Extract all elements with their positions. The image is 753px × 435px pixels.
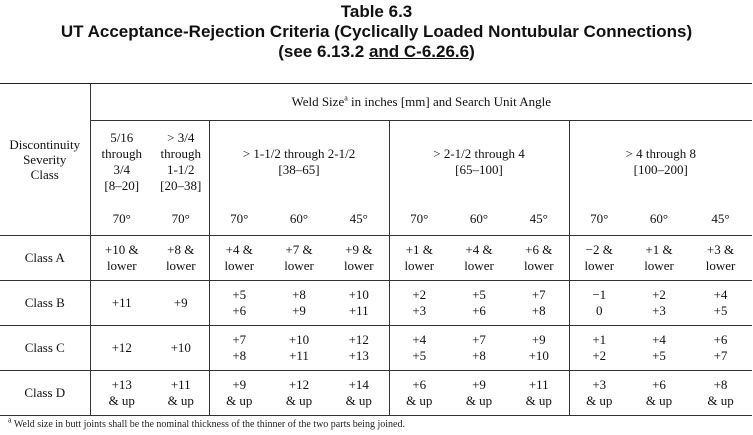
criteria-cell	[629, 236, 689, 281]
angle-header: 70°	[389, 204, 449, 236]
criteria-value: & up	[525, 393, 552, 408]
criteria-value: +7	[472, 332, 486, 347]
criteria-value: lower	[224, 258, 255, 273]
table-row	[0, 281, 752, 326]
criteria-cell	[569, 236, 629, 281]
criteria-value: & up	[406, 393, 433, 408]
criteria-value: lower	[464, 258, 494, 273]
criteria-value: +4	[652, 332, 666, 347]
criteria-value: +4	[713, 287, 728, 302]
angle-header: 70°	[569, 204, 629, 236]
criteria-value: lower	[284, 258, 314, 273]
reference-link[interactable]: and C-6.26.6	[368, 42, 470, 61]
size-group-1: 5/16 through 3/4 [8–20]	[90, 121, 153, 204]
criteria-cell	[389, 281, 449, 326]
criteria-value: +6	[652, 377, 666, 392]
criteria-value: +12	[348, 332, 369, 347]
criteria-value: −1	[592, 287, 607, 302]
reference-prefix: (see 6.13.2	[278, 42, 369, 61]
criteria-value: & up	[226, 393, 253, 408]
criteria-value: +12	[288, 377, 310, 392]
size-group-5: > 4 through 8 [100–200]	[569, 121, 752, 204]
angle-header: 60°	[629, 204, 689, 236]
criteria-cell	[269, 281, 329, 326]
size-group-3: > 1-1/2 through 2-1/2 [38–65]	[209, 121, 389, 204]
criteria-value: 0	[596, 303, 603, 318]
table-number: Table 6.3	[340, 2, 413, 21]
severity-class-header: Discontinuity Severity Class	[0, 84, 90, 236]
criteria-value: lower	[644, 258, 674, 273]
criteria-value: & up	[167, 393, 194, 408]
criteria-value: +7 &	[285, 242, 313, 257]
criteria-cell	[209, 326, 269, 371]
criteria-cell	[569, 326, 629, 371]
criteria-value: +5	[652, 348, 666, 363]
criteria-value: +8	[713, 377, 728, 392]
criteria-value: +2	[592, 348, 607, 363]
criteria-cell	[449, 371, 509, 416]
angle-header: 60°	[269, 204, 329, 236]
criteria-cell	[153, 371, 209, 416]
table-title: UT Acceptance-Rejection Criteria (Cyclically Loaded Nontubular Connections)	[60, 22, 693, 41]
table-row	[0, 371, 752, 416]
criteria-value: lower	[523, 258, 554, 273]
criteria-value: +3 &	[706, 242, 735, 257]
criteria-value: +13	[348, 348, 369, 363]
criteria-value: +7	[531, 287, 546, 302]
criteria-value: +9	[531, 332, 546, 347]
criteria-cell	[629, 371, 689, 416]
criteria-cell	[569, 371, 629, 416]
criteria-value: +8	[531, 303, 546, 318]
criteria-value: lower	[584, 258, 615, 273]
criteria-cell	[389, 326, 449, 371]
angle-header: 45°	[509, 204, 569, 236]
criteria-cell	[90, 326, 153, 371]
angle-header: 45°	[689, 204, 752, 236]
criteria-cell	[153, 326, 209, 371]
angle-header: 70°	[90, 204, 153, 236]
criteria-value: +2	[412, 287, 427, 302]
criteria-value: & up	[285, 393, 313, 408]
criteria-value: +3	[592, 377, 607, 392]
criteria-value: +11	[289, 348, 309, 363]
criteria-value: +11	[170, 377, 191, 392]
criteria-value: +8	[472, 348, 486, 363]
criteria-cell	[90, 236, 153, 281]
weld-size-span-header: Weld Size$^a$ in inches [mm] and Search Unit Angle	[90, 84, 752, 121]
criteria-value: +5	[232, 287, 247, 302]
criteria-value: +6	[232, 303, 247, 318]
criteria-value: +6	[713, 332, 728, 347]
criteria-cell	[209, 281, 269, 326]
size-group-2: > 3/4 through 1-1/2 [20–38]	[160, 130, 202, 194]
criteria-value: lower	[343, 258, 374, 273]
angle-header: 70°	[209, 204, 269, 236]
criteria-value: +4 &	[465, 242, 493, 257]
criteria-value: lower	[705, 258, 736, 273]
criteria-cell	[269, 326, 329, 371]
criteria-value: +1 &	[645, 242, 673, 257]
criteria-cell	[90, 371, 153, 416]
criteria-value: lower	[165, 258, 196, 273]
criteria-value: +5	[713, 303, 728, 318]
criteria-cell	[389, 236, 449, 281]
criteria-value: +6	[472, 303, 486, 318]
criteria-value: & up	[707, 393, 734, 408]
acceptance-criteria-table	[0, 83, 752, 416]
criteria-value: +9	[232, 377, 247, 392]
criteria-value: +11	[528, 377, 549, 392]
criteria-value: +5	[472, 287, 486, 302]
criteria-value: +1 &	[405, 242, 433, 257]
table-row	[0, 236, 752, 281]
criteria-value: +8	[232, 348, 247, 363]
table-reference	[0, 42, 753, 62]
criteria-value: +7	[232, 332, 247, 347]
criteria-value: +13	[111, 377, 132, 392]
criteria-value: +8 &	[167, 242, 195, 257]
criteria-value: +9 &	[345, 242, 373, 257]
criteria-cell	[689, 326, 752, 371]
criteria-value: +11	[348, 303, 369, 318]
criteria-value: & up	[465, 393, 493, 408]
criteria-value: +10	[348, 287, 369, 302]
criteria-value: & up	[345, 393, 372, 408]
criteria-value: +10	[288, 332, 310, 347]
criteria-value: −2 &	[585, 242, 613, 257]
footnote: $^a$ Weld size in butt joints shall be the nominal thickness of the thinner of the two parts being joined.	[8, 415, 405, 430]
criteria-cell	[329, 371, 389, 416]
criteria-value: +2	[652, 287, 666, 302]
criteria-cell	[209, 236, 269, 281]
criteria-cell	[689, 281, 752, 326]
size-group-4: > 2-1/2 through 4 [65–100]	[389, 121, 569, 204]
criteria-value: +1	[592, 332, 607, 347]
criteria-value: +12	[111, 340, 132, 355]
reference-suffix: )	[469, 42, 475, 61]
criteria-value: +5	[412, 348, 427, 363]
table-row	[0, 326, 752, 371]
criteria-value: lower	[404, 258, 435, 273]
criteria-cell	[329, 281, 389, 326]
criteria-value: & up	[586, 393, 613, 408]
criteria-cell	[153, 281, 209, 326]
criteria-cell	[209, 371, 269, 416]
criteria-cell	[329, 236, 389, 281]
angle-header: 70°	[153, 204, 209, 236]
criteria-value: +14	[348, 377, 369, 392]
criteria-value: lower	[106, 258, 137, 273]
criteria-cell	[569, 281, 629, 326]
criteria-value: +10	[170, 340, 191, 355]
criteria-cell	[449, 326, 509, 371]
criteria-value: +6	[412, 377, 427, 392]
criteria-cell	[329, 326, 389, 371]
criteria-cell	[449, 281, 509, 326]
severity-class-label: Class C	[0, 326, 90, 371]
criteria-value: +3	[412, 303, 427, 318]
criteria-value: +9	[472, 377, 486, 392]
criteria-cell	[509, 326, 569, 371]
criteria-value: +9	[292, 303, 306, 318]
criteria-cell	[269, 371, 329, 416]
criteria-value: & up	[645, 393, 673, 408]
angle-header: 60°	[449, 204, 509, 236]
criteria-cell	[689, 236, 752, 281]
criteria-value: +3	[652, 303, 666, 318]
criteria-cell	[509, 281, 569, 326]
criteria-value: +10 &	[104, 242, 139, 257]
criteria-cell	[389, 371, 449, 416]
severity-class-label: Class D	[0, 371, 90, 416]
criteria-value: +10	[528, 348, 549, 363]
criteria-cell	[90, 281, 153, 326]
criteria-cell	[629, 326, 689, 371]
criteria-value: & up	[108, 393, 135, 408]
severity-class-label: Class A	[0, 236, 90, 281]
criteria-value: +6 &	[525, 242, 553, 257]
criteria-cell	[629, 281, 689, 326]
criteria-cell	[153, 236, 209, 281]
criteria-cell	[509, 371, 569, 416]
angle-header: 45°	[329, 204, 389, 236]
criteria-value: +9	[173, 295, 188, 310]
criteria-cell	[449, 236, 509, 281]
criteria-value: +11	[111, 295, 132, 310]
severity-class-label: Class B	[0, 281, 90, 326]
criteria-value: +4 &	[225, 242, 253, 257]
criteria-cell	[689, 371, 752, 416]
criteria-value: +7	[713, 348, 728, 363]
criteria-value: +4	[412, 332, 427, 347]
criteria-value: +8	[292, 287, 306, 302]
criteria-cell	[269, 236, 329, 281]
criteria-cell	[509, 236, 569, 281]
